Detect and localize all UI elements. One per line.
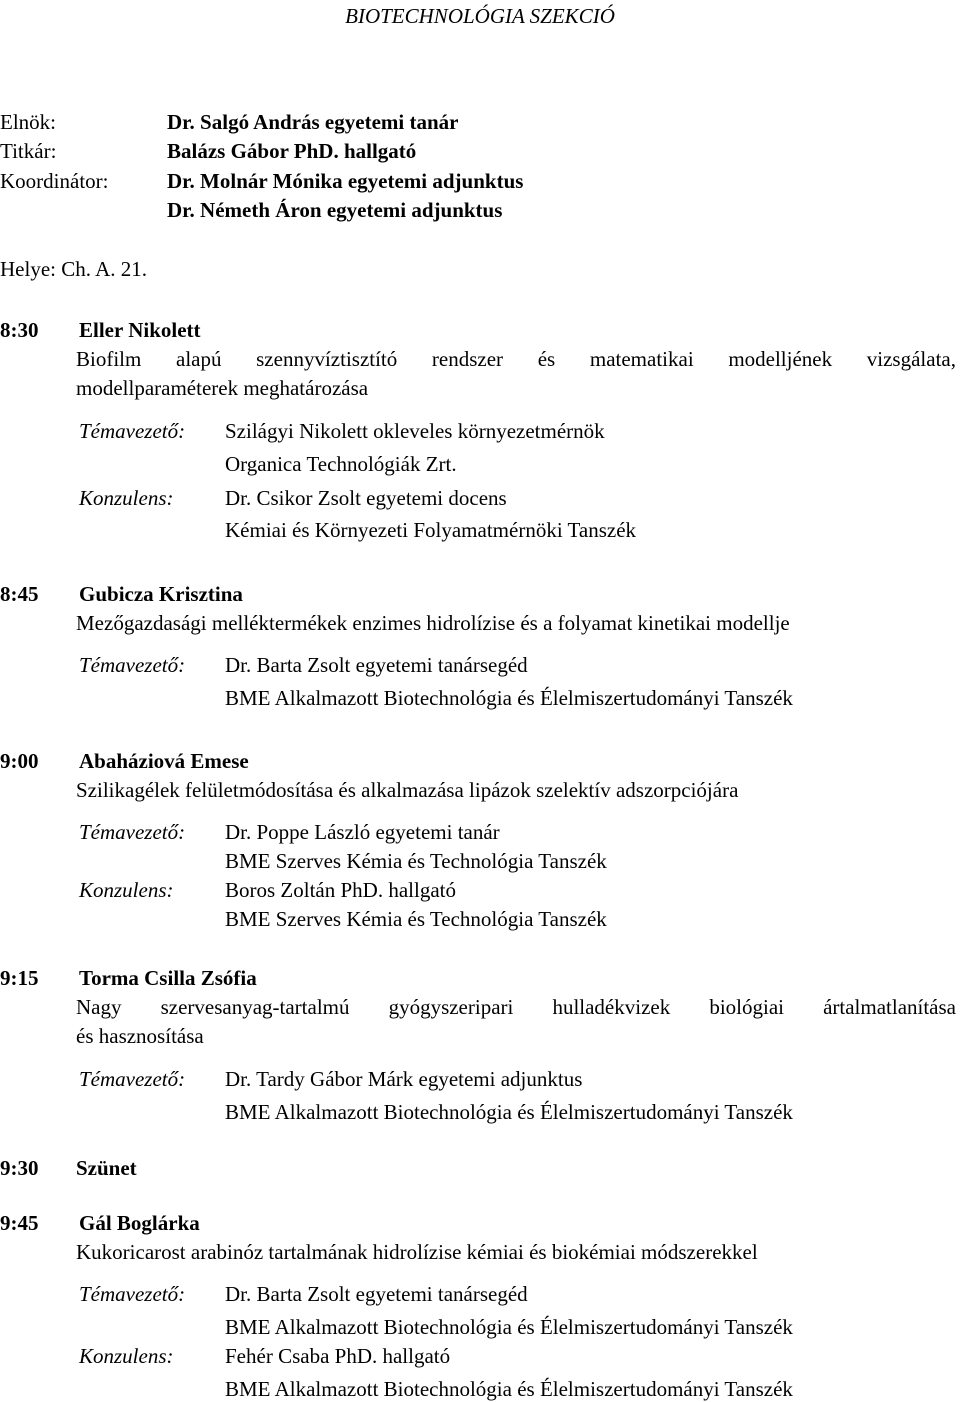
secretary-name: Balázs Gábor PhD. hallgató <box>167 139 417 163</box>
consultant-name: Dr. Csikor Zsolt egyetemi docens <box>225 486 507 510</box>
supervisor-name: Szilágyi Nikolett okleveles környezetmérnök <box>225 419 605 443</box>
consultant-label: Konzulens: <box>79 1344 174 1368</box>
supervisor-label: Témavezető: <box>79 1282 186 1306</box>
talk-presenter: Gál Boglárka <box>79 1211 200 1235</box>
coordinator-name: Dr. Molnár Mónika egyetemi adjunktus <box>167 169 524 193</box>
supervisor-name: Dr. Poppe László egyetemi tanár <box>225 820 500 844</box>
supervisor-label: Témavezető: <box>79 1067 186 1091</box>
supervisor-affiliation: BME Alkalmazott Biotechnológia és Élelmiszertudományi Tanszék <box>225 686 793 710</box>
talk-time: 9:00 <box>0 749 39 773</box>
chair-label: Elnök: <box>0 110 56 134</box>
supervisor-affiliation: Organica Technológiák Zrt. <box>225 452 457 476</box>
supervisor-name: Dr. Barta Zsolt egyetemi tanársegéd <box>225 653 528 677</box>
talk-title: Szilikagélek felületmódosítása és alkalmazása lipázok szelektív adszorpciójára <box>76 778 739 802</box>
coordinator-name: Dr. Németh Áron egyetemi adjunktus <box>167 198 503 222</box>
talk-presenter: Eller Nikolett <box>79 318 201 342</box>
supervisor-affiliation: BME Szerves Kémia és Technológia Tanszék <box>225 849 607 873</box>
talk-title: Biofilm alapú szennyvíztisztító rendszer és matematikai modelljének vizsgálata, <box>76 347 956 371</box>
talk-time: 8:45 <box>0 582 39 606</box>
talk-time: 9:30 <box>0 1156 39 1180</box>
consultant-affiliation: Kémiai és Környezeti Folyamatmérnöki Tanszék <box>225 518 637 542</box>
consultant-label: Konzulens: <box>79 878 174 902</box>
talk-title: modellparaméterek meghatározása <box>76 376 369 400</box>
talk-presenter: Abaháziová Emese <box>79 749 249 773</box>
talk-title: Nagy szervesanyag-tartalmú gyógyszeripari hulladékvizek biológiai ártalmatlanítása <box>76 995 956 1019</box>
consultant-name: Fehér Csaba PhD. hallgató <box>225 1344 451 1368</box>
supervisor-label: Témavezető: <box>79 820 186 844</box>
talk-title: és hasznosítása <box>76 1024 204 1048</box>
talk-time: 9:15 <box>0 966 39 990</box>
consultant-name: Boros Zoltán PhD. hallgató <box>225 878 456 902</box>
section-title: BIOTECHNOLÓGIA SZEKCIÓ <box>345 4 615 28</box>
break-label: Szünet <box>76 1156 137 1180</box>
chair-name: Dr. Salgó András egyetemi tanár <box>167 110 459 134</box>
supervisor-affiliation: BME Alkalmazott Biotechnológia és Élelmiszertudományi Tanszék <box>225 1100 793 1124</box>
supervisor-name: Dr. Barta Zsolt egyetemi tanársegéd <box>225 1282 528 1306</box>
coordinator-label: Koordinátor: <box>0 169 109 193</box>
talk-presenter: Torma Csilla Zsófia <box>79 966 257 990</box>
consultant-affiliation: BME Szerves Kémia és Technológia Tanszék <box>225 907 607 931</box>
supervisor-affiliation: BME Alkalmazott Biotechnológia és Élelmiszertudományi Tanszék <box>225 1315 793 1339</box>
talk-title: Kukoricarost arabinóz tartalmának hidrolízise kémiai és biokémiai módszerekkel <box>76 1240 758 1264</box>
talk-time: 9:45 <box>0 1211 39 1235</box>
secretary-label: Titkár: <box>0 139 57 163</box>
supervisor-label: Témavezető: <box>79 653 186 677</box>
consultant-affiliation: BME Alkalmazott Biotechnológia és Élelmiszertudományi Tanszék <box>225 1377 793 1401</box>
location: Helye: Ch. A. 21. <box>0 257 147 281</box>
consultant-label: Konzulens: <box>79 486 174 510</box>
talk-time: 8:30 <box>0 318 39 342</box>
talk-presenter: Gubicza Krisztina <box>79 582 243 606</box>
supervisor-name: Dr. Tardy Gábor Márk egyetemi adjunktus <box>225 1067 583 1091</box>
supervisor-label: Témavezető: <box>79 419 186 443</box>
talk-title: Mezőgazdasági melléktermékek enzimes hidrolízise és a folyamat kinetikai modellje <box>76 611 790 635</box>
